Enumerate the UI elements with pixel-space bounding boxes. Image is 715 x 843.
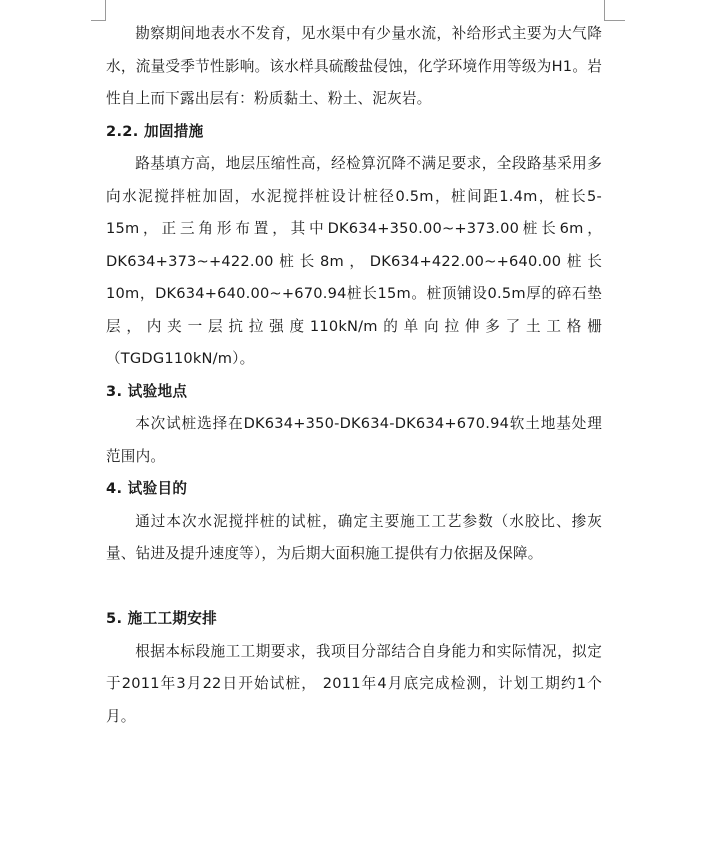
section-4-paragraph: 通过本次水泥搅拌桩的试桩，确定主要施工工艺参数（水胶比、掺灰量、钻进及提升速度等），为后期大面积施工提供有力依据及保障。 — [106, 512, 602, 562]
intro-paragraph: 勘察期间地表水不发育，见水渠中有少量水流，补给形式主要为大气降水，流量受季节性影响。该水样具硫酸盐侵蚀，化学环境作用等级为H1。岩性自上而下露出层有：粉质黏土、粉土、泥灰岩。 — [106, 25, 602, 107]
section-5-paragraph: 根据本标段施工工期要求，我项目分部结合自身能力和实际情况，拟定于2011年3月22日开始试桩， 2011年4月底完成检测，计划工期约1个月。 — [106, 642, 602, 725]
section-2-2-heading: 2.2. 加固措施 — [106, 122, 204, 140]
section-3-heading: 3. 试验地点 — [106, 382, 188, 400]
blank-line — [106, 571, 602, 604]
document-body — [106, 18, 602, 733]
margin-corner-mark-right — [604, 0, 625, 21]
section-4-heading: 4. 试验目的 — [106, 480, 188, 497]
section-3-paragraph: 本次试桩选择在DK634+350-DK634-DK634+670.94软土地基处理范围内。 — [106, 415, 602, 465]
margin-corner-mark-left — [91, 0, 106, 21]
section-5-heading: 5. 施工工期安排 — [106, 610, 218, 627]
section-2-2-paragraph: 路基填方高，地层压缩性高，经检算沉降不满足要求，全段路基采用多向水泥搅拌桩加固，水泥搅拌桩设计桩径0.5m，桩间距1.4m，桩长5-15m，正三角形布置，其中DK634+350.00~+373.00桩长6m，DK634+373~+422.00桩长8m，DK634+422.00~+640.00桩长10m，DK634+640.00~+670.94桩长15m。桩顶铺设0.5m厚的碎石垫层，内夹一层抗拉强度110kN/m的单向拉伸多了土工格栅（TGDG110kN/m）。 — [106, 155, 602, 367]
